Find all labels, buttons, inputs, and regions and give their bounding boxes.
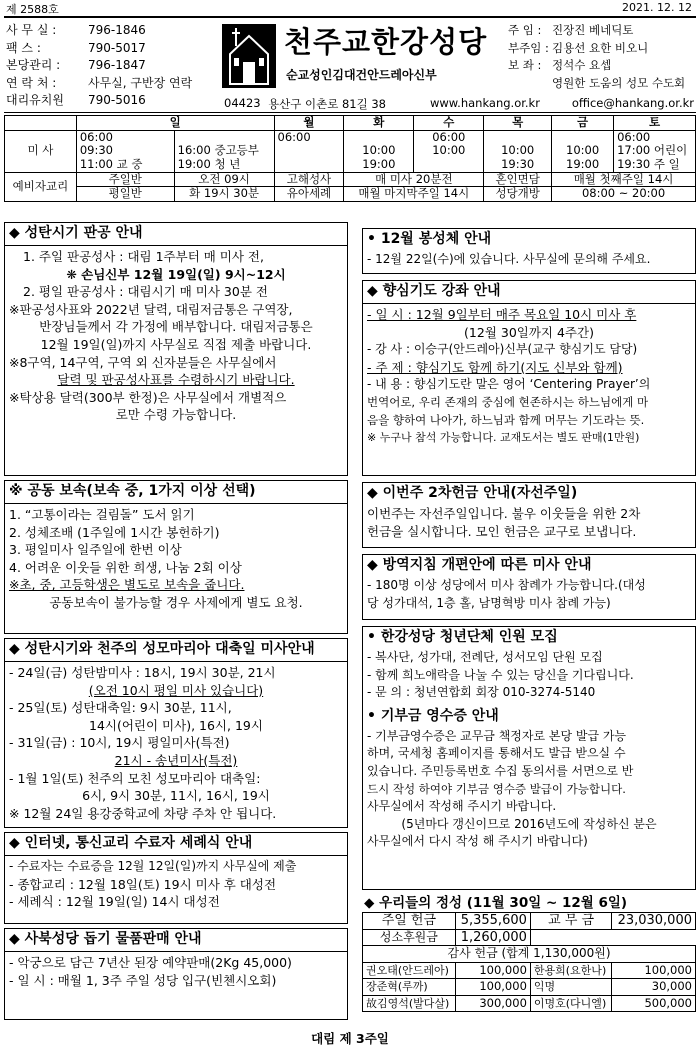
info-label: 본당관리 : [6, 58, 61, 72]
sat-mass: 06:00 17:00 어린이 19:30 주 일 [614, 130, 696, 172]
sun-mass-b: 16:00 중고등부 19:00 청 년 [174, 130, 274, 172]
youth-and-receipt-notice: • 한강성당 청년단체 인원 모집 - 복사단, 성가대, 전례단, 성서모임 단원 모집 - 함께 희노애락을 나눌 수 있는 당신을 기다립니다. - 문 의 : 청년연합회 회장 010-3274-5140 • 기부금 영수증 안내 - 기부금영수증은 교무금 책정자로 본당 발급 가능 하며, 국세청 홈페이지를 통해서도 발급 받으실 수 있습니다. 주민등록번호 수집 동의서를 서면으로 반 드시 작성 하여야 기부금 영수증 발급이 가능합니다. 사무실에서 작성해 주시기 바랍니다. (5년마다 갱신이므로 2016년도에 작성하신 분은 사무실에서 다시 작성 해 주시기 바랍니다) [362, 626, 696, 890]
info-label: 부주임 : [508, 40, 549, 55]
info-label [508, 75, 552, 93]
second-collection-notice: ◆ 이번주 2차헌금 안내(자선주일) 이번주는 자선주일입니다. 불우 이웃들을 위한 2차 헌금을 실시합니다. 모인 헌금은 교구로 보냅니다. [362, 482, 696, 548]
info-value: 796-1847 [88, 58, 146, 72]
christmas-confession-notice: ◆ 성탄시기 판공 안내 1. 주일 판공성사 : 대림 1주부터 매 미사 전, ❋ 손님신부 12월 19일(일) 9시~12시 2. 평일 판공성사 : 대림시기 매 미사 30분 전 ※판공성사표와 2022년 달력, 대림저금통은 구역장, 반장님들께서 각 가정에 배부합니다. 대림저금통은 12월 19일(일)까지 사무실로 직접 제출 바랍니다. ※8구역, 14구역, 구역 외 신자분들은 사무실에서 달력 및 판공성사표를 수령하시기 바랍니다. ※탁상용 달력(300부 한정)은 사무실에서 개별적으 로만 수령 가능합니다. [4, 222, 348, 476]
website-link[interactable]: www.hankang.or.kr [430, 96, 540, 110]
offering-table: 주일 헌금 5,355,600 교 무 금 23,030,000 성소후원금 1,260,000 감사 헌금 (합계 1,130,000원) 권오태(안드레아) 100,000 한용희(요한나) 100,000 장준혁(루까) 100,000 익명 30,000 故김영석(발다살) 300,000 이명호(다니엘) 500,000 [362, 912, 696, 1012]
info-label: 사 무 실 : [6, 23, 57, 37]
donor-row: 장준혁(루까) 100,000 익명 30,000 [363, 979, 696, 996]
mon-mass: 06:00 [274, 130, 344, 172]
section-title: • 12월 봉성체 안내 [367, 231, 492, 247]
mass-schedule-table [4, 115, 696, 202]
mass-row [5, 130, 696, 172]
common-penance-notice: ※ 공동 보속(보속 중, 1가지 이상 선택) 1. “고통이라는 걸림돌” 도서 읽기 2. 성체조배 (1주일에 1시간 봉헌하기) 3. 평일미사 일주일에 한번 이상 4. 어려운 이웃들 위한 희생, 나눔 2회 이상 ※초, 중, 고등학생은 별도로 보속을 줍니다. 공동보속이 불가능할 경우 사제에게 별도 요청. [4, 480, 348, 634]
sale-notice: ◆ 사북성당 돕기 물품판매 안내 - 악궁으로 담근 7년산 된장 예약판매(2Kg 45,000) - 일 시 : 매월 1, 3주 주일 성당 입구(빈첸시오회) [4, 928, 348, 1020]
church-subtitle: 순교성인김대건안드레아신부 [286, 68, 437, 82]
section-title: ◆ 인터넷, 통신교리 수료자 세례식 안내 [5, 833, 347, 856]
info-value: 790-5017 [88, 40, 146, 55]
thu-mass: 10:00 19:30 [484, 130, 552, 172]
service-row-1: 예비자교리 주일반 오전 09시 고해성사 매 미사 20분전 혼인면담 매월 첫째주일 14시 [5, 172, 696, 187]
day-tue: 화 [344, 116, 414, 131]
liturgical-week: 대림 제 3주일 [311, 1031, 389, 1046]
other-label: 예비자교리 [5, 172, 77, 201]
info-label: 보 좌 : [508, 58, 542, 72]
divider [4, 16, 696, 18]
quarantine-mass-notice: ◆ 방역지침 개편안에 따른 미사 안내 - 180명 이상 성당에서 미사 참례가 가능합니다.(대성 당 성가대석, 1층 홀, 남명혁방 미사 참례 가능) [362, 554, 696, 620]
prayer-lecture-notice: ◆ 향심기도 강좌 안내 - 일 시 : 12월 9일부터 매주 목요일 10시 미사 후 (12월 30일까지 4주간) - 강 사 : 이승구(안드레아)신부(교구 향심기도 담당) - 주 제 : 향심기도 함께 하기(지도 신부와 함께) - 내 용 : 향심기도란 말은 영어 ‘Centering Prayer’의 번역어로, 우리 존재의 중심에 현존하시는 하느님에게 마 음을 향하여 나아가, 하느님과 함께 머무는 기도라는 뜻. ※ 누구나 참석 가능합니다. 교재도서는 별도 판매(1만원) [362, 280, 696, 476]
info-value: 사무실, 구반장 연락 [88, 75, 193, 90]
info-label: 대리유치원 [6, 93, 64, 107]
issue-date: 2021. 12. 12 [622, 1, 692, 14]
section-title: • 기부금 영수증 안내 [367, 707, 499, 724]
christmas-mass-notice: ◆ 성탄시기와 천주의 성모마리아 대축일 미사안내 - 24일(금) 성탄밤미사 : 18시, 19시 30분, 21시 (오전 10시 평일 미사 있습니다) - 25일(토) 성탄대축일: 9시 30분, 11시, 14시(어린이 미사), 16시, 19시 - 31일(금) : 10시, 19시 평일미사(특전) 21시 - 송년미사(특전) - 1월 1일(토) 천주의 모친 성모마리아 대축일: 6시, 9시 30분, 11시, 16시, 19시 ※ 12월 24일 용강중학교에 차량 주차 안 됩니다. [4, 638, 348, 828]
zip-code: 04423 [224, 96, 261, 110]
section-title: • 한강성당 청년단체 인원 모집 [367, 629, 558, 645]
contact-info [6, 22, 216, 110]
baptism-notice: ◆ 인터넷, 통신교리 수료자 세례식 안내 - 수료자는 수료증을 12월 12일(일)까지 사무실에 제출 - 종합교리 : 12월 18일(토) 19시 미사 후 대성전 - 세례식 : 12월 19일(일) 14시 대성전 [4, 832, 348, 924]
donor-row: 권오태(안드레아) 100,000 한용희(요한나) 100,000 [363, 962, 696, 979]
section-title: ※ 공동 보속(보속 중, 1가지 이상 선택) [5, 481, 347, 504]
info-value: 796-1846 [88, 23, 146, 37]
mass-label: 미 사 [5, 130, 77, 172]
section-title: ◆ 성탄시기와 천주의 성모마리아 대축일 미사안내 [5, 639, 347, 662]
section-title: ◆ 사북성당 돕기 물품판매 안내 [5, 929, 347, 952]
info-label: 주 임 : [508, 23, 542, 37]
tue-mass: 10:00 19:00 [344, 130, 414, 172]
thanks-total: 감사 헌금 (합계 1,130,000원) [363, 946, 696, 963]
day-header-row [5, 116, 696, 131]
info-label: 연 락 처 : [6, 75, 57, 90]
church-title: 천주교한강성당 [284, 25, 488, 59]
info-value: 정석수 요셉 [552, 58, 612, 72]
day-sun: 일 [76, 116, 274, 131]
day-mon: 월 [274, 116, 344, 131]
communion-visit-notice: • 12월 봉성체 안내 - 12월 22일(수)에 있습니다. 사무실에 문의해 주세요. [362, 228, 696, 274]
church-logo [222, 24, 276, 88]
email-link[interactable]: office@hankang.or.kr [571, 96, 694, 110]
sun-mass-a: 06:00 09:30 11:00 교 중 [76, 130, 174, 172]
info-value: 김용선 요한 비오니 [552, 40, 649, 55]
fri-mass: 10:00 19:00 [552, 130, 614, 172]
info-value: 진장진 베네딕토 [552, 23, 634, 37]
clergy-info [508, 22, 696, 92]
section-title: ◆ 이번주 2차헌금 안내(자선주일) [367, 485, 578, 501]
day-wed: 수 [414, 116, 484, 131]
issue-bar [0, 0, 700, 16]
issue-number: 제 2588호 [6, 3, 59, 16]
day-fri: 금 [552, 116, 614, 131]
day-thu: 목 [484, 116, 552, 131]
section-title: ◆ 방역지침 개편안에 따른 미사 안내 [367, 557, 592, 573]
day-sat: 토 [614, 116, 696, 131]
section-title: ◆ 성탄시기 판공 안내 [5, 223, 347, 246]
section-title: ◆ 향심기도 강좌 안내 [363, 281, 695, 304]
donor-row: 故김영석(발다살) 300,000 이명호(다니엘) 500,000 [363, 995, 696, 1012]
divider [4, 112, 696, 113]
info-value: 790-5016 [88, 93, 146, 107]
info-value: 영원한 도움의 성모 수도회 [552, 75, 686, 90]
offering-section [362, 894, 696, 1012]
offering-title: ◆ 우리들의 정성 (11월 30일 ~ 12월 6일) [364, 895, 628, 911]
street-address: 용산구 이촌로 81길 38 [268, 97, 386, 111]
info-label: 팩 스 : [6, 40, 41, 55]
service-row-2: 평일반 화 19시 30분 유아세례 매월 마지막주일 14시 성당개방 08:00 ~ 20:00 [5, 187, 696, 202]
wed-mass: 06:00 10:00 [414, 130, 484, 172]
